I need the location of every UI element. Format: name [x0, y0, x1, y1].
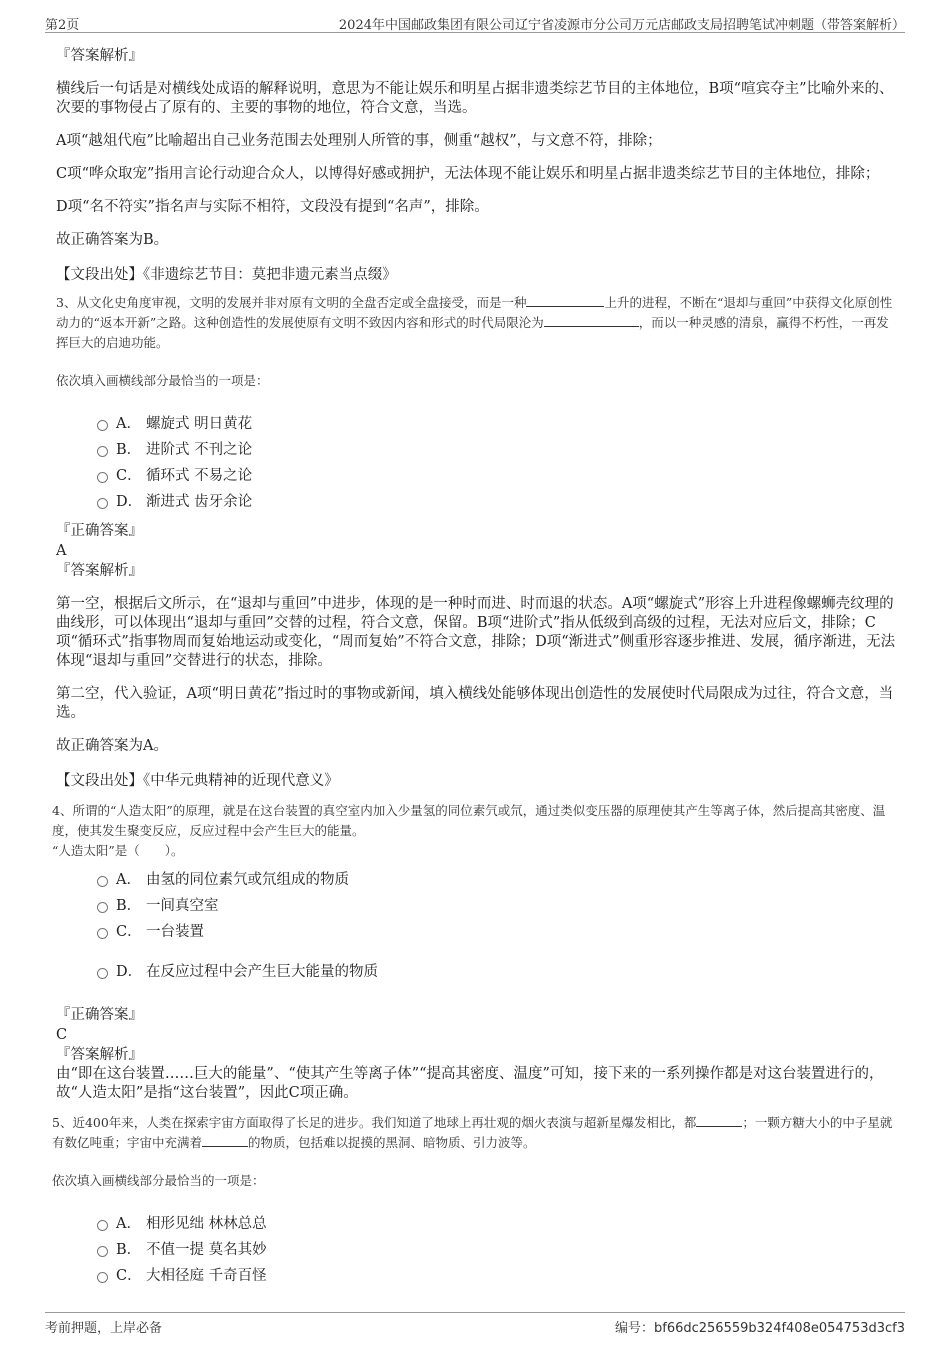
radio-icon[interactable] [97, 1246, 108, 1257]
q4-options [56, 867, 896, 985]
q3-options [56, 411, 896, 515]
q2-analysis-p1: 横线后一句话是对横线处成语的解释说明，意思为不能让娱乐和明星占据非遗类综艺节目的主体地位，B项“喧宾夺主”比喻外来的、次要的事物侵占了原有的、主要的事物的地位，符合文意，当选。 [56, 81, 894, 116]
q3-stem: 3、从文化史角度审视，文明的发展并非对原有文明的全盘否定或全盘接受，而是一种 上升的进程，不断在“退却与重回”中获得文化原创性动力的“返本开新”之路。这种创造性的发展使原有文明不致因内容和形式的时代局限沦为 ，而以一种灵感的清泉，赢得不朽性，一再发挥巨大的启迪功能。 [56, 295, 893, 350]
q3-answer-label: 『正确答案』 [56, 523, 143, 539]
radio-icon[interactable] [97, 1272, 108, 1283]
radio-icon[interactable] [97, 420, 108, 431]
q4-answer: C [56, 1027, 68, 1043]
footer-slogan: 考前押题，上岸必备 [45, 1321, 163, 1336]
q4-stem2: “人造太阳”是（ ）。 [52, 843, 184, 858]
q3-answer: A [56, 543, 67, 559]
q3-analysis-p2: 第二空，代入验证，A项“明日黄花”指过时的事物或新闻，填入横线处能够体现出创造性的发展使时代局限成为过往，符合文意，当选。 [56, 686, 894, 721]
q4-option-b[interactable]: B． 一间真空室 [56, 893, 896, 919]
q4-option-d[interactable]: D． 在反应过程中会产生巨大能量的物质 [56, 959, 896, 985]
q4-analysis-label: 『答案解析』 [56, 1047, 143, 1063]
radio-icon[interactable] [97, 498, 108, 509]
q4-option-a[interactable]: A． 由氢的同位素氕或氘组成的物质 [56, 867, 896, 893]
q2-analysis-p5: 故正确答案为B。 [56, 232, 169, 248]
q4-stem: 4、所谓的“人造太阳”的原理，就是在这台装置的真空室内加入少量氢的同位素氕或氘，通过类似变压器的原理使其产生等离子体，然后提高其密度、温度，使其发生聚变反应，反应过程中会产生巨大的能量。 [52, 803, 886, 838]
q5-option-c[interactable]: C． 大相径庭 千奇百怪 [56, 1263, 896, 1289]
document-title: 2024年中国邮政集团有限公司辽宁省凌源市分公司万元店邮政支局招聘笔试冲刺题（带答案解析） [338, 18, 905, 33]
page-footer [45, 1312, 905, 1337]
document-code [615, 1317, 905, 1336]
page-header [45, 12, 905, 33]
radio-icon[interactable] [97, 968, 108, 979]
q3-source: 【文段出处】《中华元典精神的近现代意义》 [56, 773, 339, 789]
q4-answer-label: 『正确答案』 [56, 1007, 143, 1023]
q3-prompt: 依次填入画横线部分最恰当的一项是： [56, 373, 269, 388]
q3-option-d[interactable]: D． 渐进式 齿牙余论 [56, 489, 896, 515]
q4-analysis: 由“即在这台装置……巨大的能量”、“使其产生等离子体”“提高其密度、温度”可知，接下来的一系列操作都是对这台装置进行的，故“人造太阳”是指“这台装置”，因此C项正确。 [56, 1066, 884, 1101]
q5-blank-2 [202, 1133, 248, 1147]
q5-blank-1 [696, 1113, 742, 1127]
q3-option-a[interactable]: A． 螺旋式 明日黄花 [56, 411, 896, 437]
q3-blank-2 [544, 313, 639, 327]
document-body [52, 36, 896, 1289]
q3-analysis-p3: 故正确答案为A。 [56, 738, 168, 754]
q3-option-c[interactable]: C． 循环式 不易之论 [56, 463, 896, 489]
radio-icon[interactable] [97, 928, 108, 939]
q3-blank-1 [526, 293, 604, 307]
q5-option-a[interactable]: A． 相形见绌 林林总总 [56, 1211, 896, 1237]
code-label: 编号： [614, 1321, 654, 1336]
radio-icon[interactable] [97, 446, 108, 457]
radio-icon[interactable] [97, 902, 108, 913]
q2-analysis-p2: A项“越俎代庖”比喻超出自己业务范围去处理别人所管的事，侧重“越权”，与文意不符，排除； [56, 133, 662, 149]
q4-option-c[interactable]: C． 一台装置 [56, 919, 896, 945]
q3-analysis-label: 『答案解析』 [56, 563, 143, 579]
radio-icon[interactable] [97, 876, 108, 887]
page-number: 第2页 [45, 18, 80, 33]
q2-analysis-label: 『答案解析』 [56, 48, 143, 64]
q5-prompt: 依次填入画横线部分最恰当的一项是： [52, 1173, 265, 1188]
q3-option-b[interactable]: B． 进阶式 不刊之论 [56, 437, 896, 463]
q2-source: 【文段出处】《非遗综艺节目：莫把非遗元素当点缀》 [56, 267, 397, 283]
q2-analysis-p3: C项“哗众取宠”指用言论行动迎合众人，以博得好感或拥护，无法体现不能让娱乐和明星占据非遗类综艺节目的主体地位，排除； [56, 166, 880, 182]
code-value: bf66dc256559b324f408e054753d3cf3 [654, 1321, 905, 1336]
q3-analysis-p1: 第一空，根据后文所示，在“退却与重回”中进步，体现的是一种时而进、时而退的状态。A项“螺旋式”形容上升进程像螺蛳壳纹理的曲线形，可以体现出“退却与重回”交替的过程，符合文意，保留。B项“进阶式”指从低级到高级的过程，无法对应后文，排除；C项“循环式”指事物周而复始地运动或变化，“周而复始”不符合文意，排除；D项“渐进式”侧重形容逐步推进、发展，循序渐进，无法体现“退却与重回”交替进行的状态，排除。 [56, 596, 896, 669]
q5-options [56, 1211, 896, 1289]
q2-analysis-p4: D项“名不符实”指名声与实际不相符，文段没有提到“名声”，排除。 [56, 199, 489, 215]
radio-icon[interactable] [97, 1220, 108, 1231]
q5-option-b[interactable]: B． 不值一提 莫名其妙 [56, 1237, 896, 1263]
radio-icon[interactable] [97, 472, 108, 483]
q5-stem: 5、近400年来，人类在探索宇宙方面取得了长足的进步。我们知道了地球上再壮观的烟火表演与超新星爆发相比，都 ；一颗方糖大小的中子星就有数亿吨重；宇宙中充满着 的物质，包括难以捉摸的黑洞、暗物质、引力波等。 [52, 1115, 893, 1150]
